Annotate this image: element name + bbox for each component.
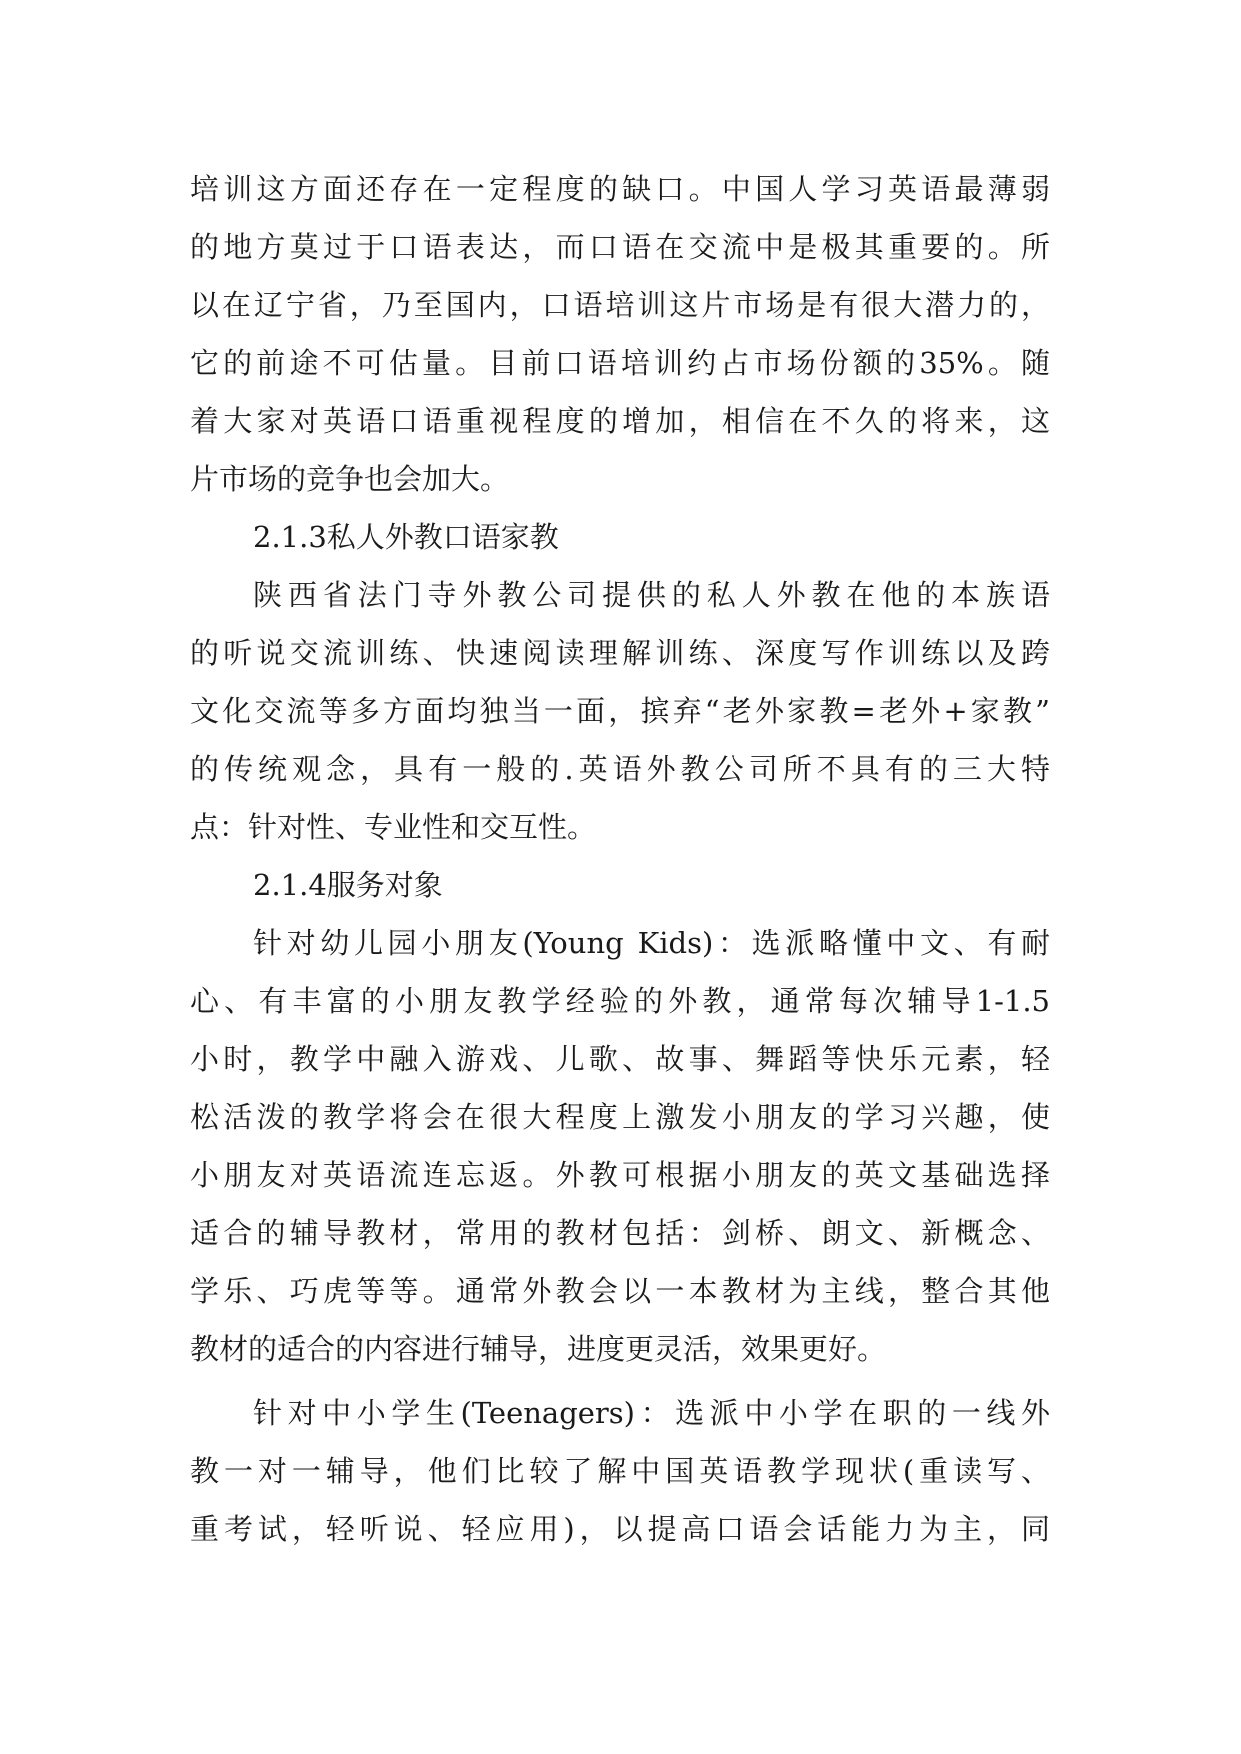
text-line: 着大家对英语口语重视程度的增加，相信在不久的将来，这 [190, 404, 1050, 438]
text-line: 针对中小学生(Teenagers)：选派中小学在职的一线外 [253, 1396, 1050, 1430]
section-heading: 2.1.3私人外教口语家教 [253, 520, 559, 554]
text-line: 的听说交流训练、快速阅读理解训练、深度写作训练以及跨 [190, 636, 1050, 670]
text-line: 心、有丰富的小朋友教学经验的外教，通常每次辅导1-1.5 [190, 984, 1050, 1018]
paragraph-young-kids [190, 914, 1050, 1378]
text-line: 的传统观念，具有一般的.英语外教公司所不具有的三大特 [190, 752, 1050, 786]
text-line: 学乐、巧虎等等。通常外教会以一本教材为主线，整合其他 [190, 1274, 1050, 1308]
text-line: 的地方莫过于口语表达，而口语在交流中是极其重要的。所 [190, 230, 1050, 264]
paragraph-private-tutor [190, 566, 1050, 856]
section-heading: 2.1.4服务对象 [253, 868, 443, 902]
paragraph-teenagers [190, 1384, 1050, 1558]
text-line: 小朋友对英语流连忘返。外教可根据小朋友的英文基础选择 [190, 1158, 1050, 1192]
text-line: 松活泼的教学将会在很大程度上激发小朋友的学习兴趣，使 [190, 1100, 1050, 1134]
text-line: 小时，教学中融入游戏、儿歌、故事、舞蹈等快乐元素，轻 [190, 1042, 1050, 1076]
document-body [190, 160, 1050, 1558]
text-line: 针对幼儿园小朋友(Young Kids)：选派略懂中文、有耐 [253, 926, 1050, 960]
text-line: 适合的辅导教材，常用的教材包括：剑桥、朗文、新概念、 [190, 1216, 1050, 1250]
text-line: 教一对一辅导，他们比较了解中国英语教学现状(重读写、 [190, 1454, 1050, 1488]
text-line: 它的前途不可估量。目前口语培训约占市场份额的35%。随 [190, 346, 1050, 380]
text-line: 培训这方面还存在一定程度的缺口。中国人学习英语最薄弱 [190, 172, 1050, 206]
text-line: 陕西省法门寺外教公司提供的私人外教在他的本族语 [253, 578, 1050, 612]
text-line: 点：针对性、专业性和交互性。 [190, 810, 597, 844]
text-line: 教材的适合的内容进行辅导，进度更灵活，效果更好。 [190, 1332, 887, 1366]
text-line: 文化交流等多方面均独当一面，摈弃“老外家教=老外+家教” [190, 694, 1050, 728]
text-line: 重考试，轻听说、轻应用)，以提高口语会话能力为主，同 [190, 1512, 1050, 1546]
paragraph-market-gap [190, 160, 1050, 508]
text-line: 以在辽宁省，乃至国内，口语培训这片市场是有很大潜力的， [190, 288, 1050, 322]
text-line: 片市场的竞争也会加大。 [190, 462, 510, 496]
